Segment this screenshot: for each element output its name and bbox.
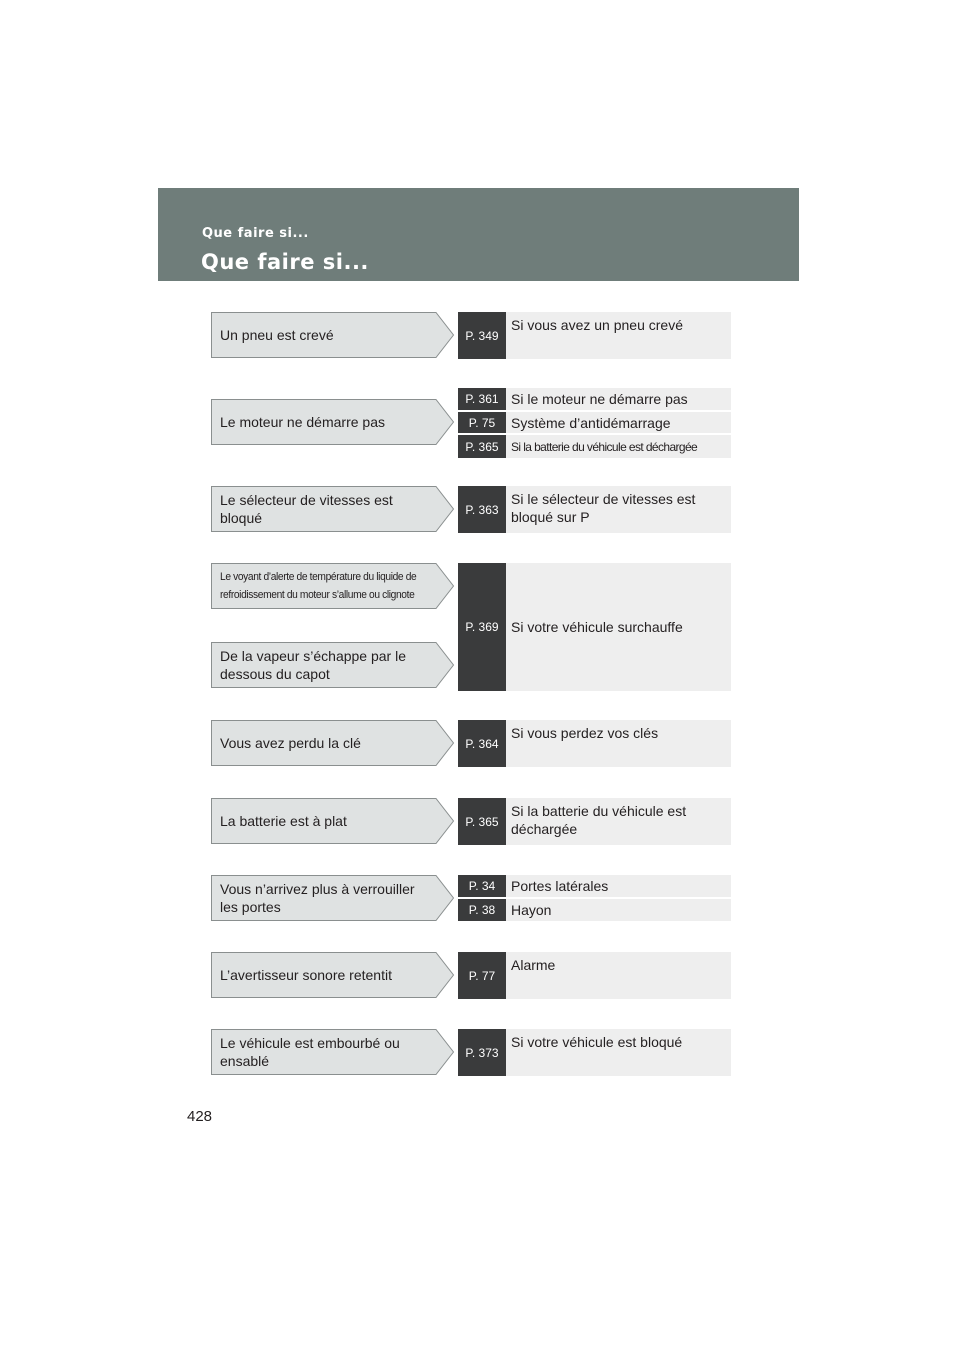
reference-group <box>458 312 731 359</box>
page-reference[interactable]: P. 34 <box>458 875 506 897</box>
symptom-box <box>211 1029 454 1075</box>
reference-row[interactable] <box>458 798 731 845</box>
reference-group <box>458 720 731 767</box>
reference-group <box>458 1029 731 1076</box>
symptom-text: Le sélecteur de vitesses est bloqué <box>220 492 393 526</box>
symptom-box <box>211 399 454 445</box>
page-reference[interactable]: P. 373 <box>458 1029 506 1076</box>
page-reference[interactable]: P. 349 <box>458 312 506 359</box>
page-reference[interactable]: P. 38 <box>458 899 506 921</box>
symptom-text: La batterie est à plat <box>220 813 347 829</box>
symptom-box <box>211 312 454 358</box>
reference-row[interactable] <box>458 952 731 999</box>
symptom-text: Vous avez perdu la clé <box>220 735 361 751</box>
solution-text: Hayon <box>506 899 731 921</box>
reference-row[interactable] <box>458 1029 731 1076</box>
section-header <box>158 188 799 281</box>
page-reference[interactable]: P. 361 <box>458 388 506 410</box>
solution-text: Si le moteur ne démarre pas <box>506 388 731 410</box>
page-reference[interactable]: P. 75 <box>458 412 506 433</box>
symptom-text: L’avertisseur sonore retentit <box>220 967 392 983</box>
reference-row[interactable] <box>458 899 731 921</box>
reference-group <box>458 798 731 845</box>
symptom-text: Le moteur ne démarre pas <box>220 414 385 430</box>
symptom-box <box>211 952 454 998</box>
symptom-box <box>211 642 454 688</box>
symptom-box <box>211 486 454 532</box>
solution-text: Si vous perdez vos clés <box>506 720 731 767</box>
symptom-box <box>211 720 454 766</box>
symptom-text: Le voyant d’alerte de température du liquide de refroidissement du moteur s’allume ou clignote <box>220 571 417 601</box>
reference-group <box>458 952 731 999</box>
solution-text: Portes latérales <box>506 875 731 897</box>
solution-text: Si vous avez un pneu crevé <box>506 312 731 359</box>
reference-row[interactable] <box>458 875 731 897</box>
reference-row[interactable] <box>458 563 731 691</box>
reference-row[interactable] <box>458 720 731 767</box>
symptom-text: Le véhicule est embourbé ou ensablé <box>220 1035 400 1069</box>
solution-text: Si la batterie du véhicule est déchargée <box>506 798 731 845</box>
page-reference[interactable]: P. 369 <box>458 563 506 691</box>
page-reference[interactable]: P. 365 <box>458 435 506 458</box>
solution-text: Alarme <box>506 952 731 999</box>
solution-text: Système d’antidémarrage <box>506 412 731 433</box>
solution-text: Si votre véhicule surchauffe <box>506 563 731 691</box>
symptom-box <box>211 798 454 844</box>
reference-row[interactable] <box>458 435 731 458</box>
page-reference[interactable]: P. 365 <box>458 798 506 845</box>
header-big-title: Que faire si... <box>201 250 369 274</box>
reference-row[interactable] <box>458 388 731 410</box>
symptom-box <box>211 563 454 609</box>
symptom-box <box>211 875 454 921</box>
reference-row[interactable] <box>458 412 731 433</box>
page-reference[interactable]: P. 364 <box>458 720 506 767</box>
solution-text: Si la batterie du véhicule est déchargée <box>506 435 731 458</box>
solution-text: Si le sélecteur de vitesses est bloqué sur P <box>506 486 731 533</box>
reference-group <box>458 388 731 458</box>
symptom-text: De la vapeur s’échappe par le dessous du capot <box>220 648 407 682</box>
solution-text: Si votre véhicule est bloqué <box>506 1029 731 1076</box>
reference-group <box>458 486 731 533</box>
header-small-title: Que faire si... <box>202 226 309 241</box>
reference-row[interactable] <box>458 312 731 359</box>
page-reference[interactable]: P. 77 <box>458 952 506 999</box>
reference-group <box>458 563 731 691</box>
reference-group <box>458 875 731 922</box>
reference-row[interactable] <box>458 486 731 533</box>
symptom-text: Un pneu est crevé <box>220 327 334 343</box>
symptom-text: Vous n’arrivez plus à verrouiller les portes <box>220 881 415 915</box>
page-reference[interactable]: P. 363 <box>458 486 506 533</box>
page-number: 428 <box>187 1108 213 1125</box>
